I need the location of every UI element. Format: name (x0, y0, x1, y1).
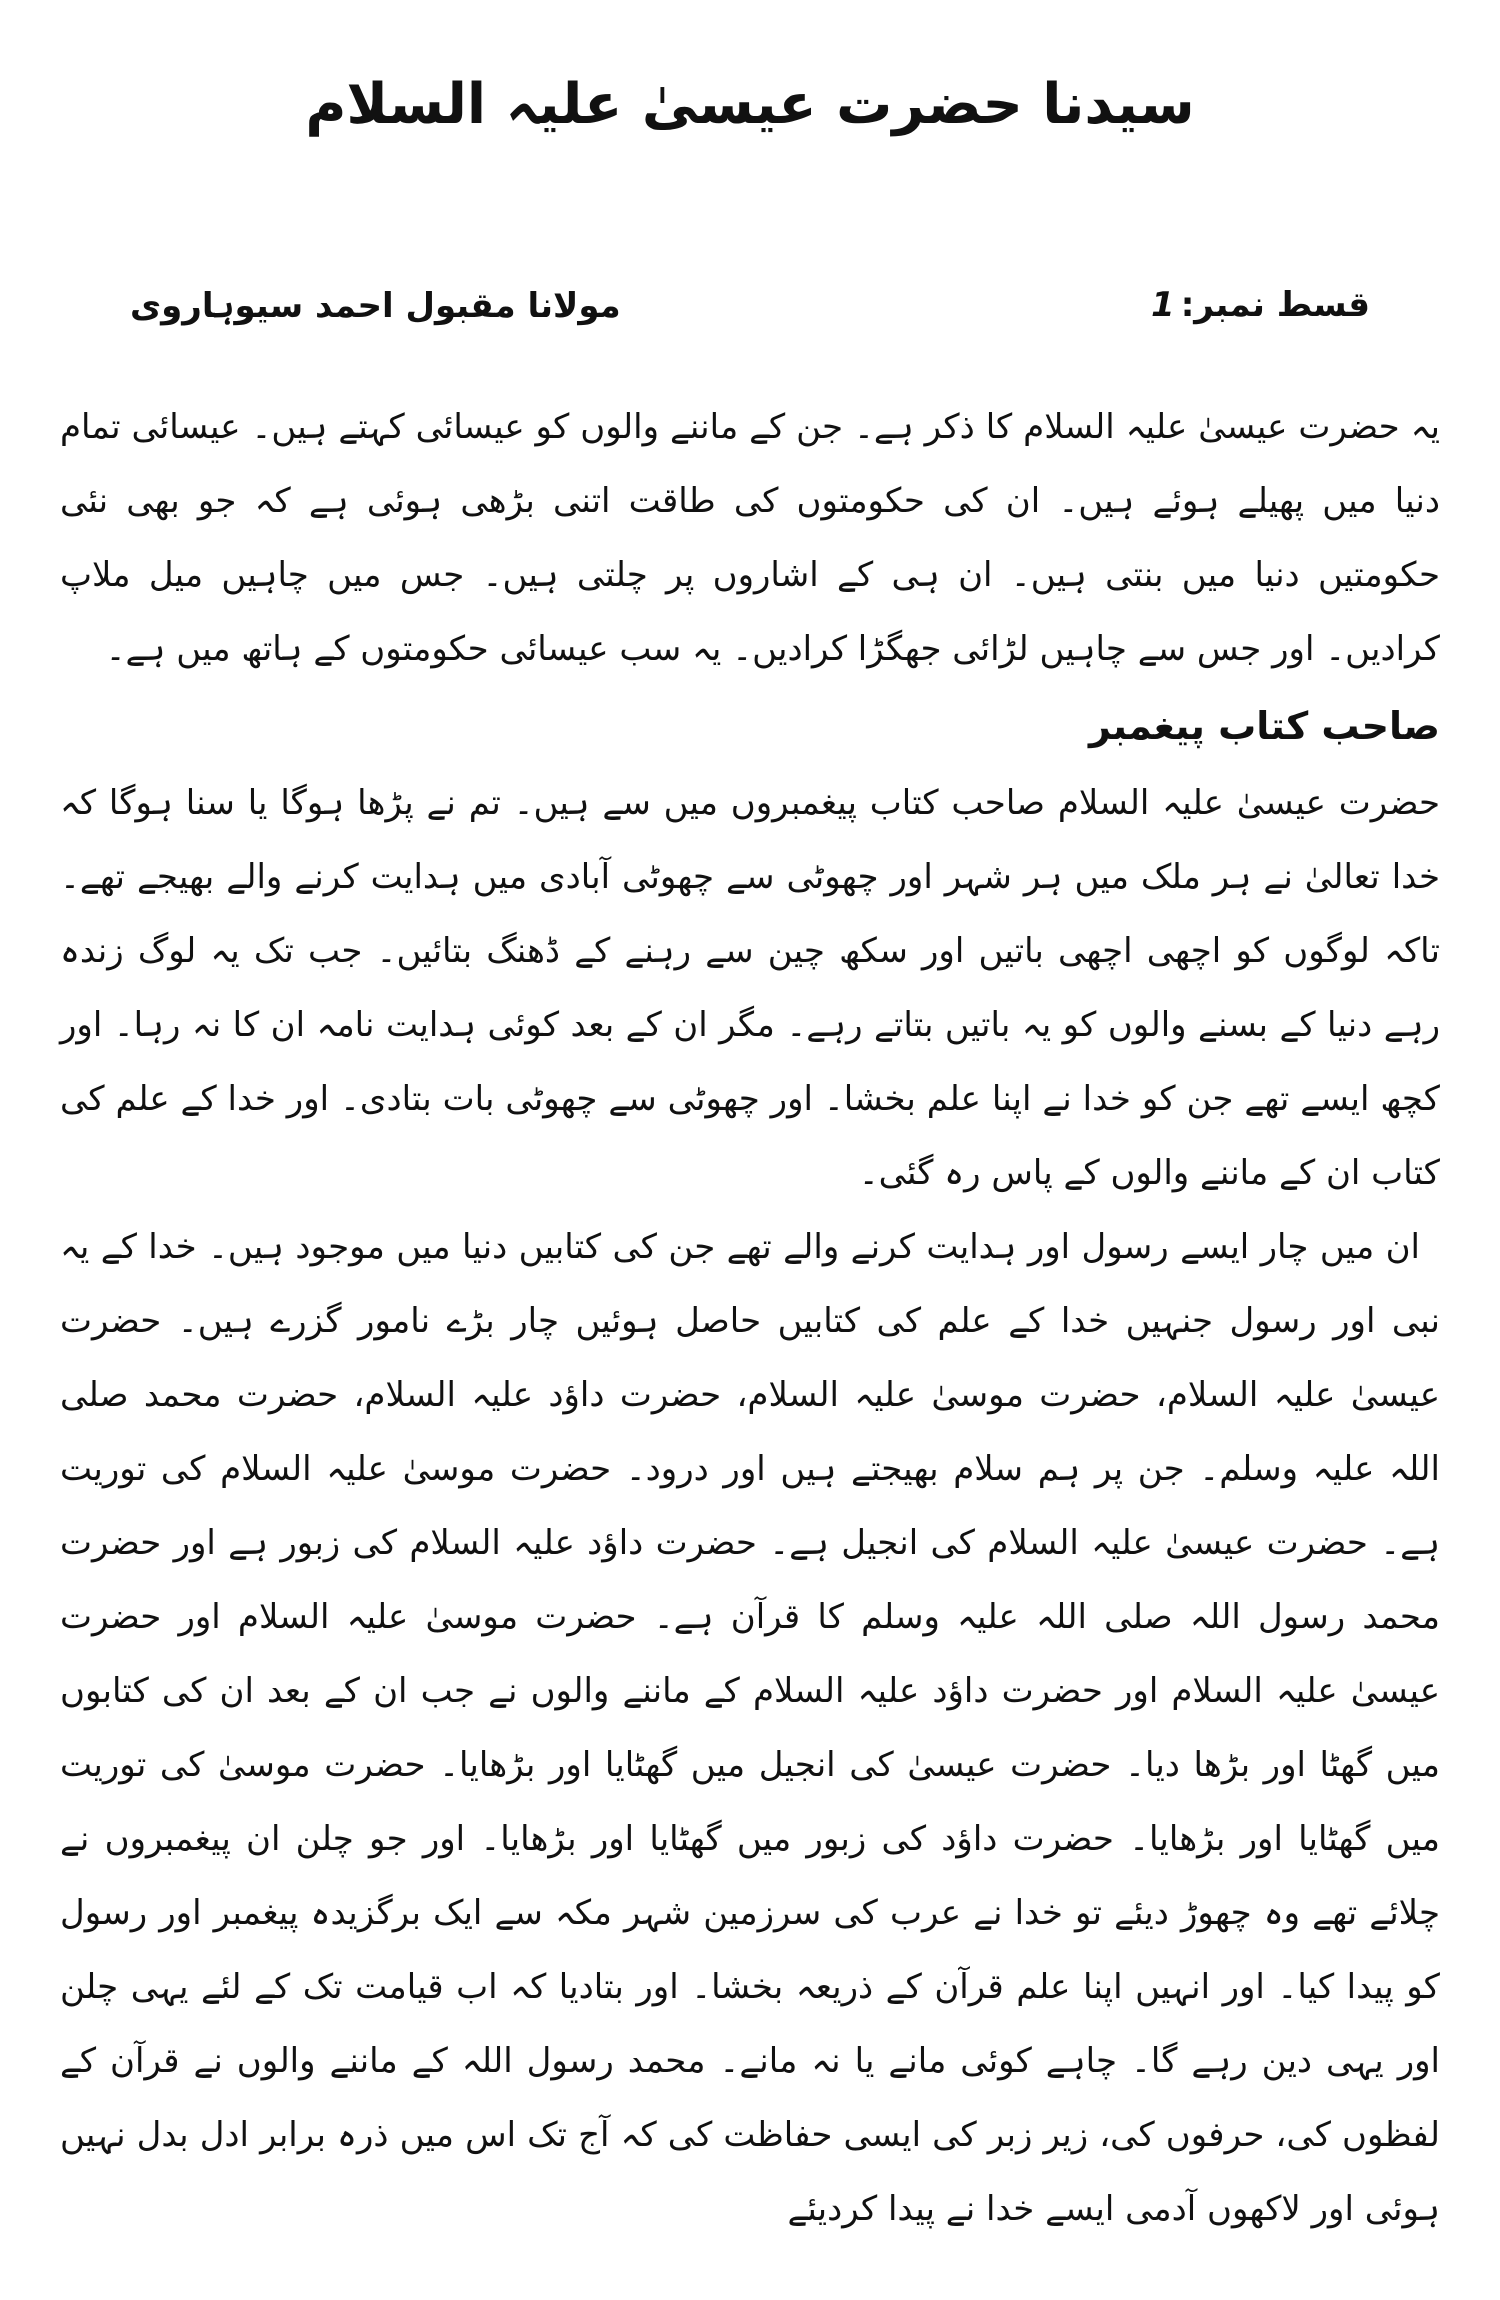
intro-paragraph: یہ حضرت عیسیٰ علیہ السلام کا ذکر ہے۔ جن کے ماننے والوں کو عیسائی کہتے ہیں۔ عیسائی تمام دنیا میں پھیلے ہوئے ہیں۔ ان کی حکومتوں کی طاقت اتنی بڑھی ہوئی ہے کہ جو بھی نئی حکومتیں دنیا میں بنتی ہیں۔ ان ہی کے اشاروں پر چلتی ہیں۔ جس میں چاہیں میل ملاپ کرادیں۔ اور جس سے چاہیں لڑائی جھگڑا کرادیں۔ یہ سب عیسائی حکومتوں کے ہاتھ میں ہے۔ (60, 407, 1440, 669)
page-title: سیدنا حضرت عیسیٰ علیہ السلام (305, 72, 1195, 137)
author-name: مولانا مقبول احمد سیوہاروی (130, 285, 621, 326)
section-paragraph-2: ان میں چار ایسے رسول اور ہدایت کرنے والے تھے جن کی کتابیں دنیا میں موجود ہیں۔ خدا کے یہ نبی اور رسول جنہیں خدا کے علم کی کتابیں حاصل ہوئیں چار بڑے نامور گزرے ہیں۔ حضرت عیسیٰ علیہ السلام، حضرت موسیٰ علیہ السلام، حضرت داؤد علیہ السلام، حضرت محمد صلی اللہ علیہ وسلم۔ جن پر ہم سلام بھیجتے ہیں اور درود۔ حضرت موسیٰ علیہ السلام کی توریت ہے۔ حضرت عیسیٰ علیہ السلام کی انجیل ہے۔ حضرت داؤد علیہ السلام کی زبور ہے اور حضرت محمد رسول اللہ صلی اللہ علیہ وسلم کا قرآن ہے۔ حضرت موسیٰ علیہ السلام اور حضرت عیسیٰ علیہ السلام اور حضرت داؤد علیہ السلام کے ماننے والوں نے جب ان کے بعد ان کی کتابوں میں گھٹا اور بڑھا دیا۔ حضرت عیسیٰ کی انجیل میں گھٹایا اور بڑھایا۔ حضرت موسیٰ کی توریت میں گھٹایا اور بڑھایا۔ حضرت داؤد کی زبور میں گھٹایا اور بڑھایا۔ اور جو چلن ان پیغمبروں نے چلائے تھے وہ چھوڑ دیئے تو خدا نے عرب کی سرزمین شہر مکہ سے ایک برگزیدہ پیغمبر اور رسول کو پیدا کیا۔ اور انہیں اپنا علم قرآن کے ذریعہ بخشا۔ اور بتادیا کہ اب قیامت تک کے لئے یہی چلن اور یہی دین رہے گا۔ چاہے کوئی مانے یا نہ مانے۔ محمد رسول اللہ کے ماننے والوں نے قرآن کے لفظوں کی، حرفوں کی، زیر زبر کی ایسی حفاظت کی کہ آج تک اس میں ذرہ برابر ادل بدل نہیں ہوئی اور لاکھوں آدمی ایسے خدا نے پیدا کردیئے (60, 1227, 1440, 2229)
byline (60, 270, 1440, 340)
episode-label (1151, 285, 1370, 325)
article-body (60, 390, 1440, 2246)
episode-number: 1 (1151, 285, 1175, 325)
episode-label-text: قسط نمبر: (1180, 285, 1370, 325)
section-heading: صاحب کتاب پیغمبر (1089, 704, 1440, 748)
section-paragraph-1: حضرت عیسیٰ علیہ السلام صاحب کتاب پیغمبروں میں سے ہیں۔ تم نے پڑھا ہوگا یا سنا ہوگا کہ خدا تعالیٰ نے ہر ملک میں ہر شہر اور چھوٹی سے چھوٹی آبادی میں ہدایت کرنے والے بھیجے تھے۔ تاکہ لوگوں کو اچھی اچھی باتیں اور سکھ چین سے رہنے کے ڈھنگ بتائیں۔ جب تک یہ لوگ زندہ رہے دنیا کے بسنے والوں کو یہ باتیں بتاتے رہے۔ مگر ان کے بعد کوئی ہدایت نامہ ان کا نہ رہا۔ اور کچھ ایسے تھے جن کو خدا نے اپنا علم بخشا۔ اور چھوٹی سے چھوٹی بات بتادی۔ اور خدا کے علم کی کتاب ان کے ماننے والوں کے پاس رہ گئی۔ (60, 783, 1440, 1193)
